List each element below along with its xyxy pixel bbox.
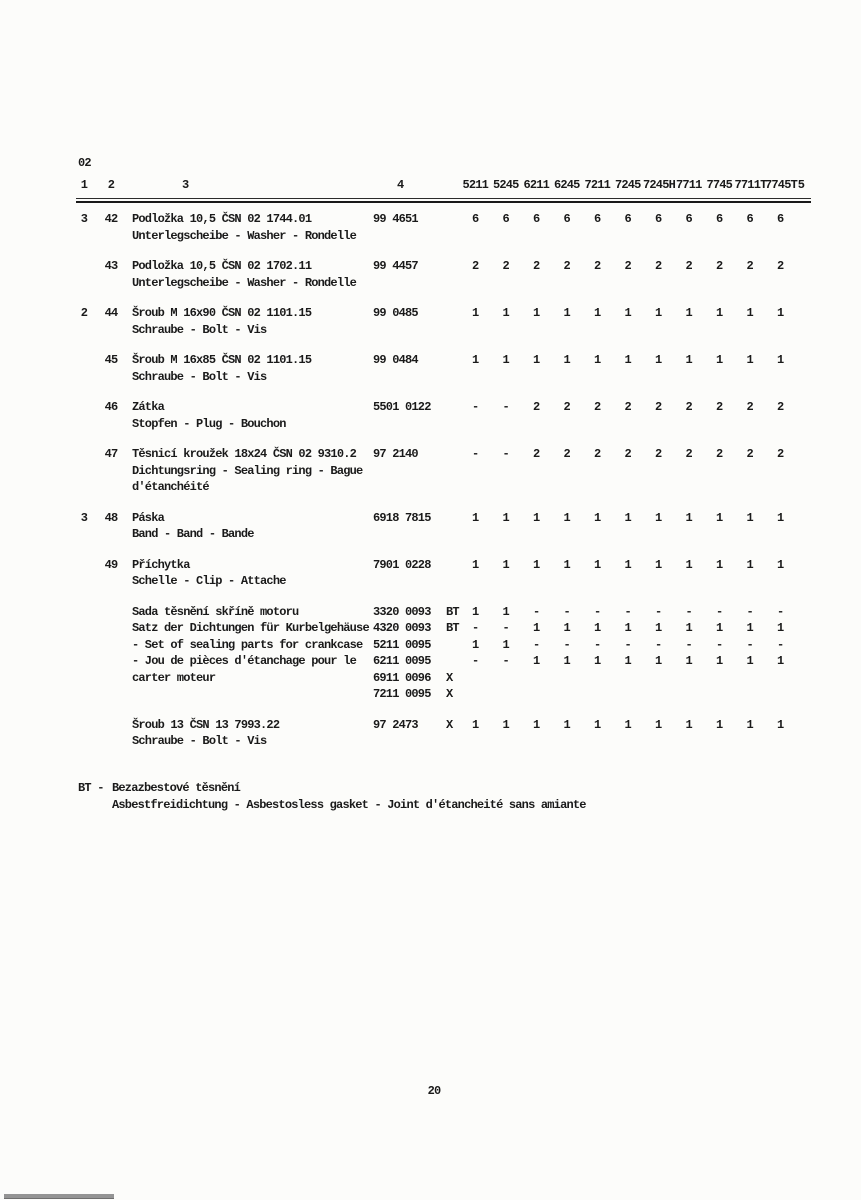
description-cell: carter moteur — [132, 670, 216, 685]
header-model-col: 7711T — [734, 178, 767, 192]
quantity-cell: 2 — [746, 447, 753, 461]
quantity-cell: - — [685, 604, 692, 619]
quantity-cells — [460, 557, 796, 574]
footnote-line2: Asbestfreidichtung - Asbestosless gasket - Joint d'étancheité sans amiante — [112, 797, 586, 812]
part-number-cell: 99 4457 — [373, 259, 418, 273]
quantity-cell: 1 — [716, 621, 723, 635]
quantity-cell: 1 — [594, 557, 601, 572]
quantity-cell: 2 — [533, 259, 540, 273]
description-cell: Zátka — [132, 400, 165, 414]
header-model-col: 7245H — [643, 178, 676, 192]
quantity-cells — [460, 510, 796, 527]
description-cell: d'étanchéité — [132, 480, 209, 494]
quantity-cell: 1 — [655, 717, 662, 732]
quantity-cell: 1 — [685, 306, 692, 320]
quantity-cell: 2 — [594, 447, 601, 461]
quantity-cell: 1 — [624, 306, 631, 320]
part-number-cell: 5501 0122 — [373, 400, 431, 414]
quantity-cell: - — [655, 637, 662, 652]
quantity-cell: 1 — [716, 654, 723, 668]
quantity-cell: 2 — [746, 259, 753, 273]
quantity-cell: 2 — [655, 400, 662, 414]
quantity-cell: - — [563, 604, 570, 619]
quantity-cell: 2 — [594, 259, 601, 273]
quantity-cell: 1 — [655, 654, 662, 668]
description-cell: Satz der Dichtungen für Kurbelgehäuse — [132, 621, 369, 635]
table-row-line — [0, 637, 861, 654]
header-model-col: 7745T — [765, 178, 798, 192]
description-cell: Šroub M 16x85 ČSN 02 1101.15 — [132, 353, 312, 367]
part-number-cell: 4320 0093 — [373, 621, 431, 635]
header-model-col: 6211 — [523, 178, 550, 192]
table-row-line — [0, 620, 861, 637]
quantity-cell: 2 — [655, 259, 662, 273]
description-cell: Těsnicí kroužek 18x24 ČSN 02 9310.2 — [132, 447, 357, 461]
quantity-cell: 1 — [594, 353, 601, 367]
quantity-cell: 1 — [777, 621, 784, 635]
table-row — [0, 604, 861, 703]
quantity-cells — [460, 399, 796, 416]
quantity-cell: 1 — [533, 510, 540, 525]
quantity-cell: 1 — [502, 637, 509, 652]
part-number-cell: 97 2140 — [373, 447, 418, 461]
description-cell: Schraube - Bolt - Vis — [132, 734, 267, 748]
quantity-cell: 6 — [777, 212, 784, 226]
quantity-cells — [460, 604, 796, 621]
quantity-cell: 1 — [472, 306, 479, 320]
item-number-cell: 46 — [104, 400, 118, 414]
table-row-line — [0, 352, 861, 369]
quantity-cell: 1 — [746, 306, 753, 320]
quantity-cell: - — [502, 447, 509, 461]
quantity-cell: 1 — [624, 621, 631, 635]
quantity-cell: 1 — [594, 621, 601, 635]
table-row-line — [0, 305, 861, 322]
table-row-line — [0, 416, 861, 433]
quantity-cell: 1 — [716, 306, 723, 320]
header-model-col: 7711 — [675, 178, 702, 192]
table-row-line — [0, 557, 861, 574]
quantity-cell: 1 — [655, 510, 662, 525]
table-row-line — [0, 510, 861, 527]
table-row-line — [0, 211, 861, 228]
footnote-line1: Bezazbestové těsnění — [112, 781, 241, 795]
part-number-cell: 7901 0228 — [373, 557, 431, 572]
parts-table — [0, 211, 861, 764]
quantity-cell: 6 — [472, 212, 479, 226]
table-row-line — [0, 275, 861, 292]
item-number-cell: 48 — [104, 510, 118, 525]
table-row — [0, 717, 861, 750]
quantity-cell: 1 — [716, 353, 723, 367]
quantity-cell: 2 — [716, 259, 723, 273]
flag-cell: BT — [446, 621, 459, 635]
quantity-cell: 1 — [594, 717, 601, 732]
quantity-cells — [460, 352, 796, 369]
quantity-cell: 2 — [685, 259, 692, 273]
table-row-line — [0, 670, 861, 687]
item-number-cell: 42 — [104, 212, 118, 226]
quantity-cell: 1 — [563, 510, 570, 525]
quantity-cell: 1 — [563, 621, 570, 635]
flag-cell: BT — [446, 604, 459, 619]
part-number-cell: 7211 0095 — [373, 687, 431, 701]
quantity-cell: 1 — [746, 557, 753, 572]
part-number-cell: 99 0485 — [373, 306, 418, 320]
quantity-cell: 1 — [502, 604, 509, 619]
quantity-cell: 6 — [655, 212, 662, 226]
description-cell: Schraube - Bolt - Vis — [132, 322, 267, 337]
quantity-cell: 1 — [533, 717, 540, 732]
quantity-cell: 1 — [685, 557, 692, 572]
description-cell: Sada těsnění skříně motoru — [132, 604, 299, 619]
quantity-cells — [460, 653, 796, 670]
quantity-cell: 1 — [502, 557, 509, 572]
table-row-line — [0, 653, 861, 670]
quantity-cell: 2 — [472, 259, 479, 273]
section-code: 02 — [78, 156, 91, 170]
quantity-cell: 1 — [563, 306, 570, 320]
quantity-cell: 1 — [624, 717, 631, 732]
quantity-cell: 1 — [685, 717, 692, 732]
quantity-cell: - — [716, 637, 723, 652]
quantity-cell: - — [533, 637, 540, 652]
quantity-cell: 2 — [685, 400, 692, 414]
quantity-cell: - — [472, 400, 479, 414]
quantity-cell: 1 — [685, 654, 692, 668]
group-number-cell: 3 — [80, 510, 88, 525]
quantity-cell: 1 — [624, 654, 631, 668]
group-number-cell: 3 — [80, 212, 88, 226]
quantity-cell: - — [685, 637, 692, 652]
quantity-cell: 1 — [472, 604, 479, 619]
table-row — [0, 446, 861, 496]
quantity-cell: 2 — [624, 400, 631, 414]
part-number-cell: 5211 0095 — [373, 637, 431, 652]
header-model-col: 7211 — [584, 178, 611, 192]
group-number-cell: 2 — [80, 306, 88, 320]
description-cell: - Jou de pièces d'étanchage pour le — [132, 654, 357, 668]
table-row-line — [0, 479, 861, 496]
part-number-cell: 6211 0095 — [373, 654, 431, 668]
quantity-cell: 2 — [563, 400, 570, 414]
quantity-cell: - — [716, 604, 723, 619]
quantity-cell: 1 — [502, 717, 509, 732]
quantity-cell: - — [502, 400, 509, 414]
quantity-cell: 1 — [502, 510, 509, 525]
table-header-row — [0, 177, 861, 194]
table-row-line — [0, 228, 861, 245]
quantity-cell: 1 — [777, 510, 784, 525]
quantity-cell: 2 — [685, 447, 692, 461]
quantity-cell: - — [624, 604, 631, 619]
quantity-cell: 1 — [502, 306, 509, 320]
description-cell: Stopfen - Plug - Bouchon — [132, 416, 286, 431]
table-row-line — [0, 733, 861, 750]
quantity-cell: - — [777, 604, 784, 619]
quantity-cell: 1 — [624, 557, 631, 572]
quantity-cell: - — [594, 637, 601, 652]
quantity-cell: 6 — [746, 212, 753, 226]
quantity-cell: 2 — [533, 447, 540, 461]
quantity-cell: 2 — [624, 259, 631, 273]
quantity-cell: 2 — [777, 400, 784, 414]
table-row-line — [0, 717, 861, 734]
description-cell: Dichtungsring - Sealing ring - Bague — [132, 463, 363, 478]
quantity-cell: 1 — [472, 637, 479, 652]
quantity-cell: 1 — [746, 353, 753, 367]
quantity-cells — [460, 446, 796, 463]
table-row-line — [0, 369, 861, 386]
quantity-cell: 1 — [746, 654, 753, 668]
quantity-cell: 6 — [624, 212, 631, 226]
quantity-cell: - — [472, 654, 479, 668]
header-model-columns — [460, 177, 796, 194]
quantity-cell: 1 — [594, 306, 601, 320]
quantity-cell: 1 — [716, 510, 723, 525]
quantity-cell: 1 — [563, 717, 570, 732]
quantity-cell: 1 — [533, 557, 540, 572]
description-cell: - Set of sealing parts for crankcase — [132, 637, 363, 652]
table-row-line — [0, 446, 861, 463]
table-row-line — [0, 258, 861, 275]
quantity-cell: 2 — [563, 259, 570, 273]
quantity-cell: 1 — [472, 510, 479, 525]
header-rule — [76, 198, 811, 203]
table-row — [0, 510, 861, 543]
quantity-cell: 2 — [624, 447, 631, 461]
quantity-cell: - — [563, 637, 570, 652]
flag-cell: X — [446, 670, 453, 685]
header-col-5: 5 — [797, 178, 805, 192]
footnote — [0, 780, 861, 814]
table-row-line — [0, 686, 861, 703]
description-cell: Schraube - Bolt - Vis — [132, 369, 267, 384]
header-model-col: 5245 — [492, 178, 519, 192]
quantity-cells — [460, 258, 796, 275]
quantity-cell: - — [777, 637, 784, 652]
header-model-col: 7245 — [614, 178, 641, 192]
quantity-cell: 2 — [563, 447, 570, 461]
quantity-cell: 1 — [716, 557, 723, 572]
quantity-cell: 1 — [594, 654, 601, 668]
part-number-cell: 6911 0096 — [373, 670, 431, 685]
quantity-cell: 6 — [716, 212, 723, 226]
quantity-cell: 1 — [655, 557, 662, 572]
quantity-cell: 1 — [563, 353, 570, 367]
table-row-line — [0, 526, 861, 543]
header-col-2: 2 — [107, 178, 115, 192]
quantity-cells — [460, 620, 796, 637]
description-cell: Šroub 13 ČSN 13 7993.22 — [132, 717, 280, 732]
footnote-abbreviation: BT - — [78, 781, 104, 795]
description-cell: Šroub M 16x90 ČSN 02 1101.15 — [132, 306, 312, 320]
header-col-3: 3 — [182, 178, 189, 192]
table-row — [0, 211, 861, 244]
quantity-cell: 2 — [746, 400, 753, 414]
table-row-line — [0, 463, 861, 480]
quantity-cell: 1 — [533, 621, 540, 635]
table-row — [0, 557, 861, 590]
scan-artifact-bar — [4, 1194, 114, 1199]
item-number-cell: 49 — [104, 557, 118, 572]
part-number-cell: 6918 7815 — [373, 510, 431, 525]
part-number-cell: 3320 0093 — [373, 604, 431, 619]
quantity-cell: 1 — [472, 353, 479, 367]
quantity-cell: 2 — [594, 400, 601, 414]
table-row — [0, 258, 861, 291]
quantity-cell: 1 — [746, 717, 753, 732]
quantity-cell: 1 — [746, 510, 753, 525]
quantity-cell: 1 — [716, 717, 723, 732]
quantity-cell: 1 — [685, 621, 692, 635]
quantity-cell: - — [624, 637, 631, 652]
quantity-cell: 1 — [746, 621, 753, 635]
quantity-cell: - — [502, 621, 509, 635]
part-number-cell: 99 0484 — [373, 353, 418, 367]
quantity-cell: 2 — [655, 447, 662, 461]
quantity-cell: 1 — [624, 353, 631, 367]
description-cell: Band - Band - Bande — [132, 527, 254, 541]
table-row — [0, 399, 861, 432]
table-row — [0, 352, 861, 385]
quantity-cell: 1 — [563, 654, 570, 668]
quantity-cell: 1 — [472, 557, 479, 572]
quantity-cell: 1 — [533, 654, 540, 668]
quantity-cell: 2 — [502, 259, 509, 273]
table-row-line — [0, 322, 861, 339]
description-cell: Příchytka — [132, 557, 190, 572]
description-cell: Podložka 10,5 ČSN 02 1744.01 — [132, 212, 312, 226]
header-col-1: 1 — [80, 178, 88, 192]
quantity-cell: 2 — [716, 400, 723, 414]
part-number-cell: 99 4651 — [373, 212, 418, 226]
item-number-cell: 47 — [104, 447, 118, 461]
quantity-cell: 1 — [655, 621, 662, 635]
quantity-cell: 2 — [777, 447, 784, 461]
quantity-cell: 1 — [685, 353, 692, 367]
quantity-cells — [460, 717, 796, 734]
header-model-col: 5211 — [462, 178, 489, 192]
description-cell: Podložka 10,5 ČSN 02 1702.11 — [132, 259, 312, 273]
flag-cell: X — [446, 687, 453, 701]
quantity-cell: - — [746, 604, 753, 619]
item-number-cell: 44 — [104, 306, 118, 320]
description-cell: Páska — [132, 510, 165, 525]
description-cell: Unterlegscheibe - Washer - Rondelle — [132, 228, 357, 243]
item-number-cell: 45 — [104, 353, 118, 367]
description-cell: Unterlegscheibe - Washer - Rondelle — [132, 275, 357, 290]
quantity-cell: 6 — [594, 212, 601, 226]
quantity-cell: 1 — [502, 353, 509, 367]
quantity-cell: 6 — [502, 212, 509, 226]
quantity-cell: - — [655, 604, 662, 619]
description-cell: Schelle - Clip - Attache — [132, 574, 286, 588]
quantity-cell: - — [746, 637, 753, 652]
quantity-cell: 1 — [594, 510, 601, 525]
quantity-cell: 1 — [655, 353, 662, 367]
quantity-cell: 1 — [777, 306, 784, 320]
quantity-cell: 6 — [563, 212, 570, 226]
quantity-cell: 1 — [624, 510, 631, 525]
quantity-cell: 1 — [685, 510, 692, 525]
header-col-4: 4 — [397, 178, 404, 192]
quantity-cells — [460, 637, 796, 654]
page-number: 20 — [427, 1084, 441, 1098]
quantity-cell: - — [472, 447, 479, 461]
quantity-cell: 2 — [716, 447, 723, 461]
quantity-cell: 6 — [533, 212, 540, 226]
quantity-cell: 2 — [777, 259, 784, 273]
table-row-line — [0, 604, 861, 621]
quantity-cell: 1 — [472, 717, 479, 732]
quantity-cell: 1 — [777, 654, 784, 668]
quantity-cell: 1 — [533, 306, 540, 320]
quantity-cell: 2 — [533, 400, 540, 414]
quantity-cells — [460, 305, 796, 322]
quantity-cell: 6 — [685, 212, 692, 226]
quantity-cell: - — [594, 604, 601, 619]
header-model-col: 6245 — [553, 178, 580, 192]
part-number-cell: 97 2473 — [373, 717, 418, 732]
quantity-cell: 1 — [777, 717, 784, 732]
quantity-cell: 1 — [777, 353, 784, 367]
quantity-cells — [460, 211, 796, 228]
quantity-cell: - — [502, 654, 509, 668]
item-number-cell: 43 — [104, 259, 118, 273]
quantity-cell: 1 — [563, 557, 570, 572]
flag-cell: X — [446, 717, 453, 732]
table-row-line — [0, 399, 861, 416]
quantity-cell: - — [533, 604, 540, 619]
quantity-cell: 1 — [777, 557, 784, 572]
table-row — [0, 305, 861, 338]
quantity-cell: 1 — [533, 353, 540, 367]
header-model-col: 7745 — [706, 178, 733, 192]
table-row-line — [0, 573, 861, 590]
quantity-cell: - — [472, 621, 479, 635]
quantity-cell: 1 — [655, 306, 662, 320]
